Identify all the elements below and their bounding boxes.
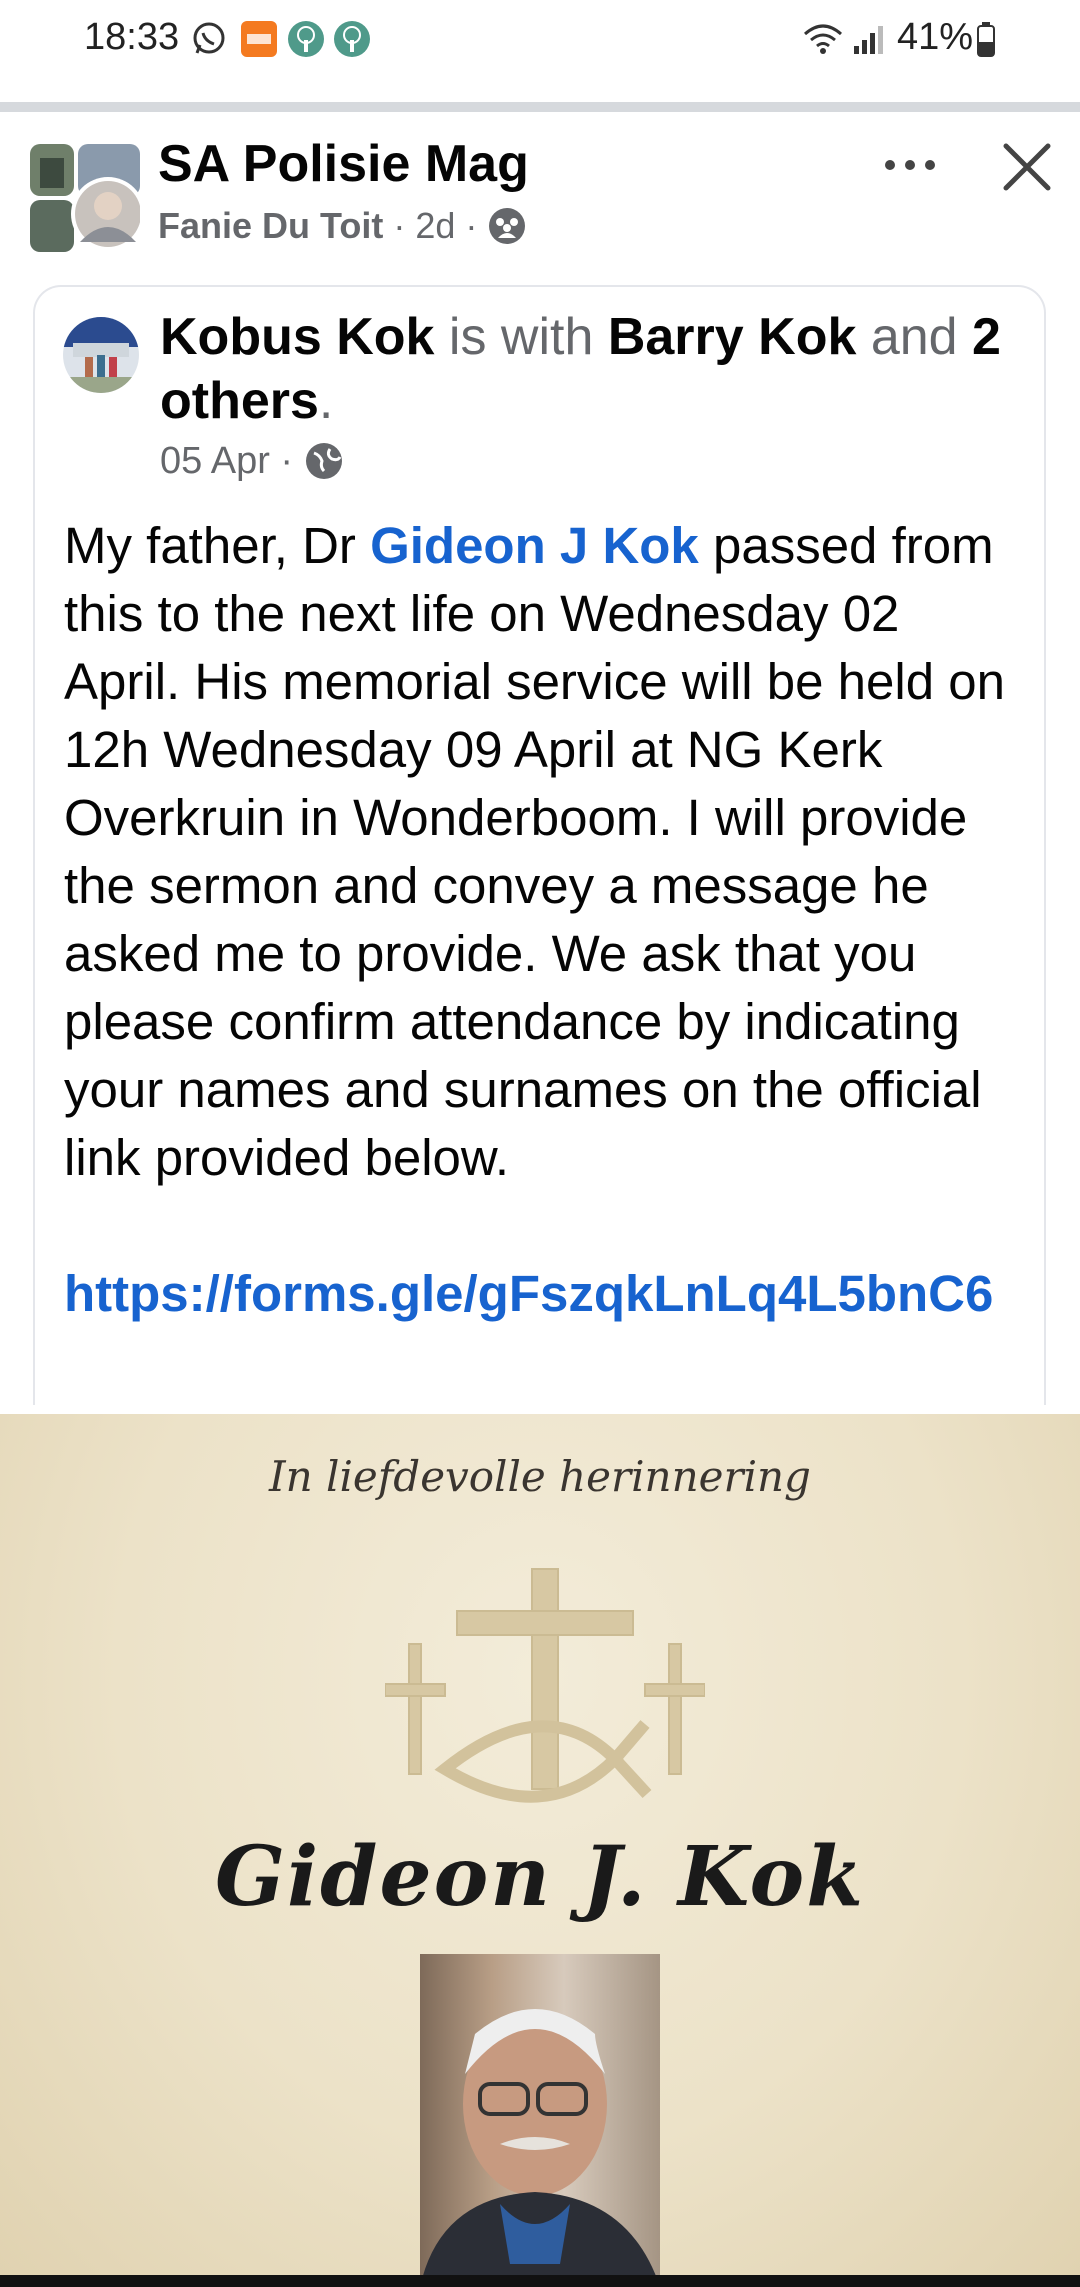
wifi-icon <box>802 20 844 58</box>
close-icon[interactable] <box>998 138 1056 196</box>
group-avatar[interactable] <box>30 144 140 252</box>
deceased-name: Gideon J. Kok <box>214 1829 866 1925</box>
battery-percent: 41% <box>897 16 974 58</box>
post-body <box>64 512 1024 1328</box>
meta-separator: · <box>383 205 416 246</box>
signal-icon <box>850 20 886 58</box>
cross-emblem <box>385 1549 705 1829</box>
nav-bar <box>0 2275 1080 2287</box>
photo-caption: In liefdevolle herinnering <box>269 1452 811 1501</box>
author-avatar[interactable] <box>63 317 139 393</box>
post-author[interactable]: Fanie Du Toit <box>158 205 384 246</box>
others-link[interactable]: 2 others <box>160 308 1001 430</box>
shared-post-meta <box>160 440 344 483</box>
form-link[interactable]: https://forms.gle/gFszqkLnLq4L5bnC6 <box>64 1265 994 1322</box>
meta-separator: · <box>269 440 304 482</box>
mention-link[interactable]: Gideon J Kok <box>370 517 699 574</box>
post-meta <box>158 205 527 247</box>
status-time: 18:33 <box>84 16 180 58</box>
and-text: and <box>856 308 973 366</box>
memorial-photo[interactable] <box>0 1414 1080 2287</box>
globe-icon <box>304 441 344 481</box>
author-name[interactable]: Kobus Kok <box>160 308 435 366</box>
body-text-rest: passed from this to the next life on Wednesday 02 April. His memorial service will be held on 12h Wednesday 09 April at NG Kerk Overkruin in Wonderboom. I will provide the sermon and convey a message he asked me to provide. We ask that you please confirm attendance by indicating your names and surnames on the official link provided below. <box>64 517 1005 1186</box>
meta-separator: · <box>455 205 488 246</box>
period: . <box>318 372 334 430</box>
shared-post-date[interactable]: 05 Apr <box>160 440 270 482</box>
body-text-start: My father, Dr <box>64 517 371 574</box>
post-age[interactable]: 2d <box>415 205 456 246</box>
temu-icon <box>240 20 278 58</box>
group-name[interactable]: SA Polisie Mag <box>158 135 529 193</box>
battery-icon <box>976 20 996 58</box>
tree-app-icon <box>287 20 325 58</box>
header-divider <box>0 102 1080 112</box>
tagged-name[interactable]: Barry Kok <box>607 308 857 366</box>
whatsapp-icon <box>190 20 228 58</box>
tree-app-icon <box>333 20 371 58</box>
group-icon <box>487 206 527 246</box>
with-text: is with <box>434 308 608 366</box>
shared-post-author-line <box>160 305 1030 433</box>
more-options-icon[interactable] <box>880 150 940 180</box>
portrait <box>420 1954 660 2287</box>
